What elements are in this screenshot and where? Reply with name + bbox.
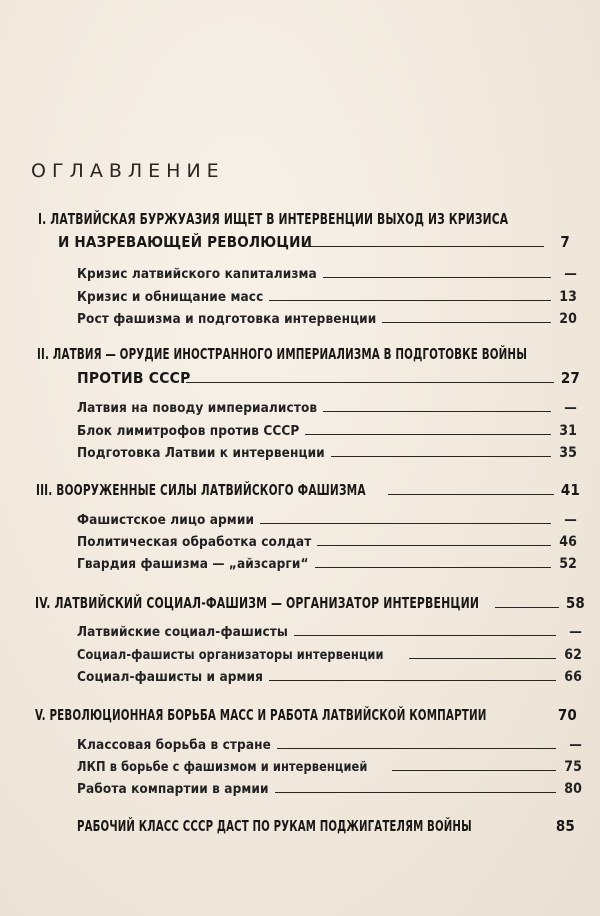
toc-entry[interactable] xyxy=(77,759,582,775)
page-number: 27 xyxy=(560,369,580,387)
dot-leader xyxy=(275,792,556,793)
dot-leader xyxy=(331,456,551,457)
section-title: Социал-фашисты организаторы интервенции xyxy=(77,647,384,663)
toc-entry[interactable] xyxy=(77,400,577,416)
dot-leader xyxy=(186,382,554,383)
dot-leader xyxy=(323,277,551,278)
section-title: ЛКП в борьбе с фашизмом и интервенцией xyxy=(77,759,368,775)
toc-entry[interactable] xyxy=(77,647,582,663)
dot-leader xyxy=(317,545,551,546)
chapter-4-entry[interactable] xyxy=(35,594,585,612)
page-number: 7 xyxy=(560,233,570,251)
dot-leader xyxy=(323,411,551,412)
section-title: Политическая обработка солдат xyxy=(77,534,312,550)
section-title: Гвардия фашизма — „айзсарги“ xyxy=(77,556,309,572)
chapter-title: I. ЛАТВИЙСКАЯ БУРЖУАЗИЯ ИЩЕТ В ИНТЕРВЕНЦИИ ВЫХОД ИЗ КРИЗИСА xyxy=(38,210,509,228)
chapter-2-entry[interactable] xyxy=(77,369,580,387)
dot-leader xyxy=(305,434,551,435)
section-title: Латвийские социал-фашисты xyxy=(77,624,289,640)
section-title: Работа компартии в армии xyxy=(77,781,269,797)
toc-entry[interactable] xyxy=(77,289,577,305)
page-number: 70 xyxy=(557,706,577,724)
dot-leader xyxy=(294,635,556,636)
closing-entry[interactable] xyxy=(77,817,585,835)
chapter-5-entry[interactable] xyxy=(35,706,585,724)
section-title: Латвия на поводу империалистов xyxy=(77,400,318,416)
page-number: 13 xyxy=(559,289,577,305)
toc-entry[interactable] xyxy=(77,781,582,797)
dot-leader xyxy=(260,523,551,524)
toc-entry[interactable] xyxy=(77,423,577,439)
page-number: 85 xyxy=(555,817,575,835)
chapter-1-entry[interactable] xyxy=(58,233,570,251)
page-number: 52 xyxy=(559,556,577,572)
page-number: 62 xyxy=(564,647,582,663)
page-number: — xyxy=(569,624,582,640)
page-number: — xyxy=(569,737,582,753)
closing-title: РАБОЧИЙ КЛАСС СССР ДАСТ ПО РУКАМ ПОДЖИГАТЕЛЯМ ВОЙНЫ xyxy=(77,817,472,835)
dot-leader xyxy=(315,567,551,568)
section-title: Блок лимитрофов против СССР xyxy=(77,423,300,439)
chapter-title: ПРОТИВ СССР xyxy=(77,369,191,387)
toc-entry[interactable] xyxy=(77,534,577,550)
chapter-title: V. РЕВОЛЮЦИОННАЯ БОРЬБА МАСС И РАБОТА ЛАТВИЙСКОЙ КОМПАРТИИ xyxy=(35,706,487,724)
dot-leader xyxy=(277,748,556,749)
page-number: — xyxy=(564,400,577,416)
dot-leader xyxy=(269,680,556,681)
section-title: Классовая борьба в стране xyxy=(77,737,271,753)
toc-entry[interactable] xyxy=(77,512,577,528)
dot-leader xyxy=(392,770,556,771)
dot-leader xyxy=(269,300,551,301)
section-title: Подготовка Латвии к интервенции xyxy=(77,445,325,461)
page-number: 31 xyxy=(559,423,577,439)
dot-leader xyxy=(388,494,554,495)
dot-leader xyxy=(495,607,559,608)
page-number: 46 xyxy=(559,534,577,550)
chapter-title: И НАЗРЕВАЮЩЕЙ РЕВОЛЮЦИИ xyxy=(58,233,313,251)
page-number: 75 xyxy=(564,759,582,775)
page-number: 41 xyxy=(560,481,580,499)
page-number: 35 xyxy=(559,445,577,461)
toc-entry[interactable] xyxy=(77,737,582,753)
dot-leader xyxy=(382,322,551,323)
toc-entry[interactable] xyxy=(77,266,577,282)
toc-entry[interactable] xyxy=(77,624,582,640)
toc-entry[interactable] xyxy=(77,556,577,572)
chapter-title: III. ВООРУЖЕННЫЕ СИЛЫ ЛАТВИЙСКОГО ФАШИЗМА xyxy=(36,481,366,499)
section-title: Социал-фашисты и армия xyxy=(77,669,264,685)
page-title: ОГЛАВЛЕНИЕ xyxy=(31,160,225,182)
page-number: 20 xyxy=(559,311,577,327)
chapter-2-title-line1 xyxy=(37,345,562,363)
chapter-1-title-line1 xyxy=(38,210,560,228)
chapter-title: IV. ЛАТВИЙСКИЙ СОЦИАЛ-ФАШИЗМ — ОРГАНИЗАТОР ИНТЕРВЕНЦИИ xyxy=(35,594,480,612)
section-title: Кризис латвийского капитализма xyxy=(77,266,317,282)
dot-leader xyxy=(304,246,544,247)
section-title: Кризис и обнищание масс xyxy=(77,289,264,305)
page-number: — xyxy=(564,266,577,282)
page-number: 66 xyxy=(564,669,582,685)
toc-entry[interactable] xyxy=(77,311,577,327)
section-title: Фашистское лицо армии xyxy=(77,512,255,528)
page-number: 80 xyxy=(564,781,582,797)
chapter-3-entry[interactable] xyxy=(36,481,580,499)
page-number: 58 xyxy=(565,594,585,612)
page-number: — xyxy=(564,512,577,528)
toc-entry[interactable] xyxy=(77,445,577,461)
toc-entry[interactable] xyxy=(77,669,582,685)
chapter-title: II. ЛАТВИЯ — ОРУДИЕ ИНОСТРАННОГО ИМПЕРИАЛИЗМА В ПОДГОТОВКЕ ВОЙНЫ xyxy=(37,345,528,363)
section-title: Рост фашизма и подготовка интервенции xyxy=(77,311,377,327)
dot-leader xyxy=(409,658,556,659)
